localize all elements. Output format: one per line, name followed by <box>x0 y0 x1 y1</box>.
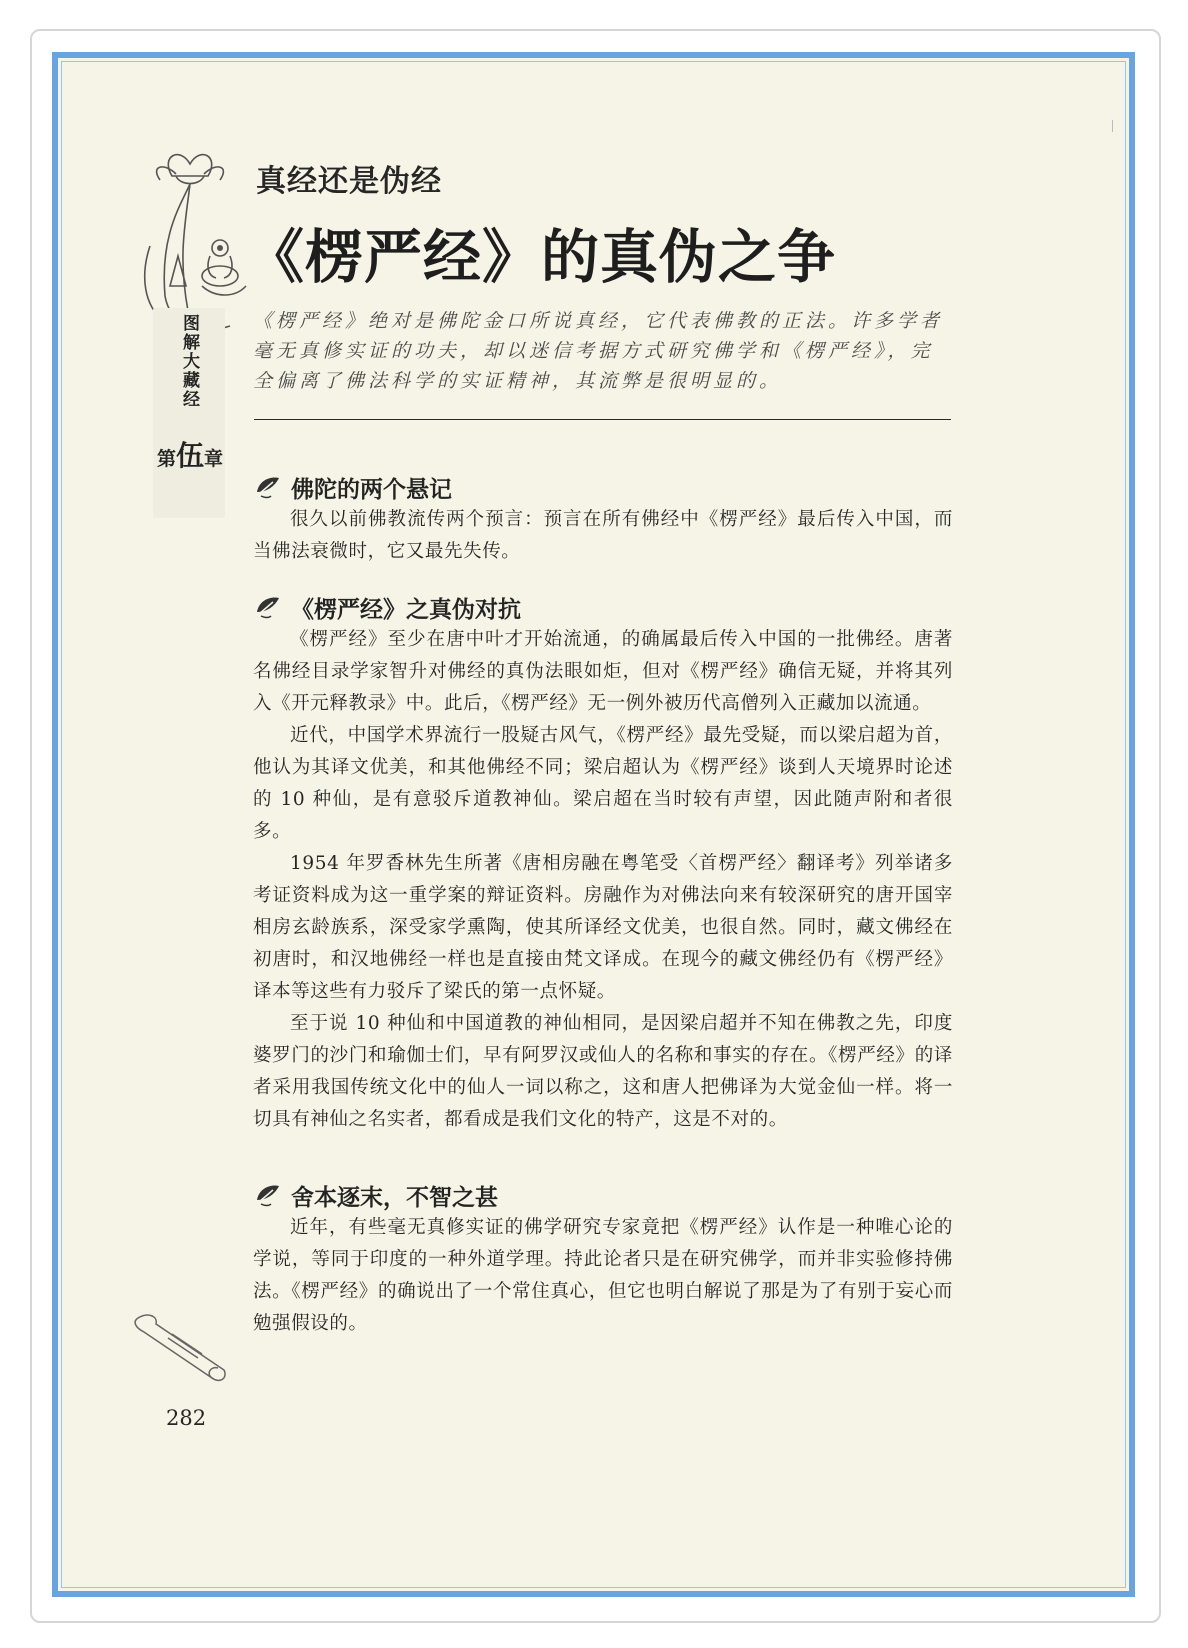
section-1 <box>253 470 953 568</box>
page-number: 282 <box>166 1406 207 1430</box>
paragraph: 近代，中国学术界流行一股疑古风气，《楞严经》最先受疑，而以梁启超为首，他认为其译文优美，和其他佛经不同；梁启超认为《楞严经》谈到人天境界时论述的 10 种仙，是有意驳斥道教神仙。梁启超在当时较有声望，因此随声附和者很多。 <box>253 725 953 842</box>
leaf-bullet-icon <box>253 592 285 622</box>
leaf-bullet-icon <box>253 472 285 502</box>
section-heading: 佛陀的两个悬记 <box>291 476 452 503</box>
chapter-label: 第伍章 <box>156 439 224 472</box>
paragraph: 1954 年罗香林先生所著《唐相房融在粤笔受〈首楞严经〉翻译考》列举诸多考证资料成为这一重学案的辩证资料。房融作为对佛法向来有较深研究的唐开国宰相房玄龄族系，深受家学熏陶，使其所译经文优美，也很自然。同时，藏文佛经在初唐时，和汉地佛经一样也是直接由梵文译成。在现今的藏文佛经仍有《楞严经》译本等这些有力驳斥了梁氏的第一点怀疑。 <box>253 853 953 1002</box>
section-heading: 舍本逐末，不智之甚 <box>291 1184 498 1211</box>
leaf-bullet-icon <box>253 1180 285 1210</box>
section-3 <box>253 1178 953 1340</box>
section-kicker: 真经还是伪经 <box>256 164 442 199</box>
scroll-icon <box>128 1308 238 1388</box>
paragraph: 近年，有些毫无真修实证的佛学研究专家竟把《楞严经》认作是一种唯心论的学说，等同于印度的一种外道学理。持此论者只是在研究佛学，而并非实验修持佛法。《楞严经》的确说出了一个常住真心，但它也明白解说了那是为了有别于妄心而勉强假设的。 <box>253 1217 953 1334</box>
intro-summary: 《楞严经》绝对是佛陀金口所说真经，它代表佛教的正法。许多学者毫无真修实证的功夫，却以迷信考据方式研究佛学和《楞严经》，完全偏离了佛法科学的实证精神，其流弊是很明显的。 <box>253 310 944 392</box>
section-heading: 《楞严经》之真伪对抗 <box>291 596 521 623</box>
paragraph: 很久以前佛教流传两个预言：预言在所有佛经中《楞严经》最后传入中国，而当佛法衰微时，它又最先失传。 <box>253 509 953 562</box>
paragraph: 至于说 10 种仙和中国道教的神仙相同，是因梁启超并不知在佛教之先，印度婆罗门的沙门和瑜伽士们，早有阿罗汉或仙人的名称和事实的存在。《楞严经》的译者采用我国传统文化中的仙人一词以称之，这和唐人把佛译为大觉金仙一样。将一切具有神仙之名实者，都看成是我们文化的特产，这是不对的。 <box>253 1013 953 1130</box>
paragraph: 《楞严经》至少在唐中叶才开始流通，的确属最后传入中国的一批佛经。唐著名佛经目录学家智升对佛经的真伪法眼如炬，但对《楞严经》确信无疑，并将其列入《开元释教录》中。此后，《楞严经》无一例外被历代高僧列入正藏加以流通。 <box>253 629 953 714</box>
book-page <box>52 52 1135 1597</box>
divider <box>254 419 951 420</box>
page-title: 《楞严经》的真伪之争 <box>246 223 837 291</box>
book-series-title: 图解大藏经 <box>179 314 199 409</box>
section-2 <box>253 590 953 1136</box>
